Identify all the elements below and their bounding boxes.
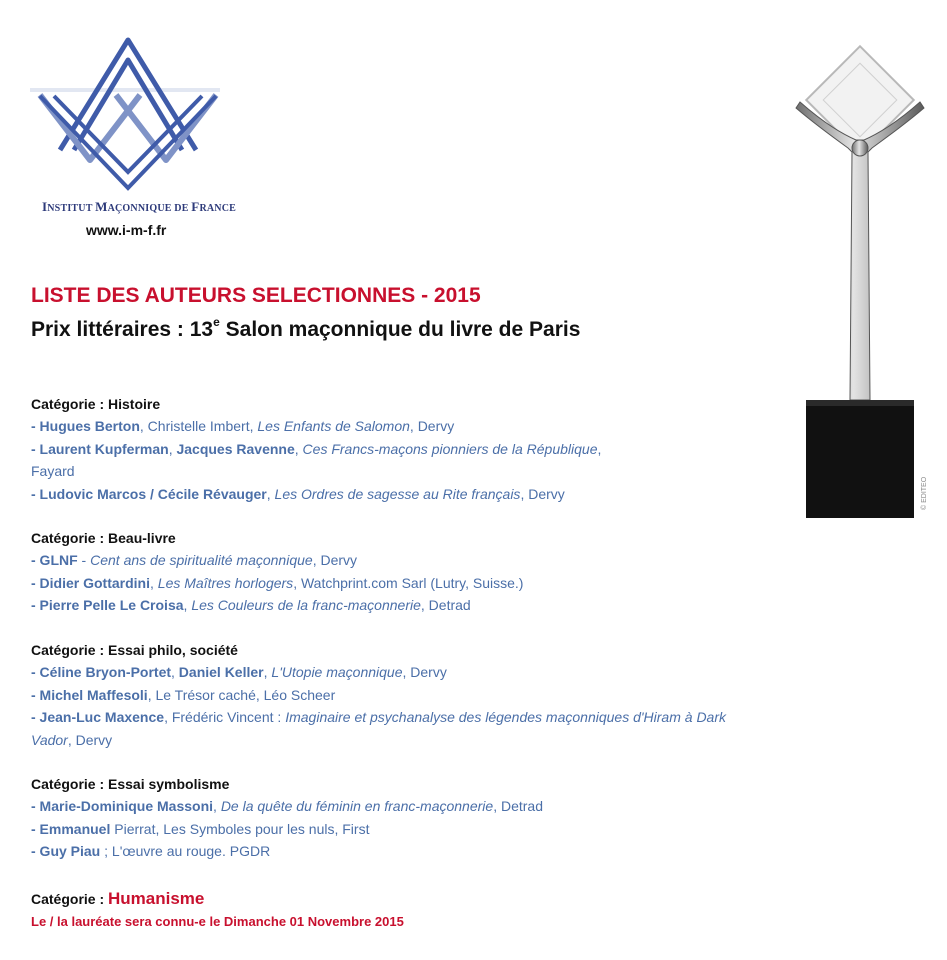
list-item: - Marie-Dominique Massoni, De la quête du féminin en franc-maçonnerie, Detrad bbox=[31, 798, 544, 814]
page-subtitle: Prix littéraires : 13e Salon maçonnique du livre de Paris bbox=[31, 315, 581, 341]
category-heading-humanisme: Catégorie : Humanisme bbox=[31, 889, 205, 908]
category-heading-histoire: Catégorie : Histoire bbox=[31, 396, 161, 412]
institut-maconnique-logo bbox=[30, 30, 270, 210]
list-item: - Emmanuel Pierrat, Les Symboles pour les nuls, First bbox=[31, 821, 370, 837]
page-title: LISTE DES AUTEURS SELECTIONNES - 2015 bbox=[31, 284, 481, 307]
category-heading-beau-livre: Catégorie : Beau-livre bbox=[31, 530, 176, 546]
list-item: - Guy Piau ; L'œuvre au rouge. PGDR bbox=[31, 843, 271, 859]
list-item-continuation: Vador, Dervy bbox=[31, 732, 113, 748]
logo-institution-name: INSTITUT MAÇONNIQUE DE FRANCE bbox=[42, 199, 237, 214]
website-url[interactable]: www.i-m-f.fr bbox=[86, 222, 167, 238]
list-item: - Ludovic Marcos / Cécile Révauger, Les Ordres de sagesse au Rite français, Dervy bbox=[31, 486, 565, 502]
list-item: - Céline Bryon-Portet, Daniel Keller, L'Utopie maçonnique, Dervy bbox=[31, 664, 447, 680]
category-heading-essai-philo: Catégorie : Essai philo, société bbox=[31, 642, 238, 658]
list-item: - Hugues Berton, Christelle Imbert, Les Enfants de Salomon, Dervy bbox=[31, 418, 455, 434]
trophy-image bbox=[790, 40, 930, 520]
category-heading-essai-symbolisme: Catégorie : Essai symbolisme bbox=[31, 776, 230, 792]
list-item: - Pierre Pelle Le Croisa, Les Couleurs de la franc-maçonnerie, Detrad bbox=[31, 597, 471, 613]
list-item-continuation: Fayard bbox=[31, 463, 75, 479]
trophy-caption: © EDITEO bbox=[921, 476, 928, 510]
list-item: - GLNF - Cent ans de spiritualité maçonnique, Dervy bbox=[31, 552, 358, 568]
announcement-note: Le / la lauréate sera connu-e le Dimanche 01 Novembre 2015 bbox=[31, 914, 404, 929]
list-item: - Michel Maffesoli, Le Trésor caché, Léo Scheer bbox=[31, 687, 336, 703]
list-item: - Laurent Kupferman, Jacques Ravenne, Ces Francs-maçons pionniers de la République, bbox=[31, 441, 602, 457]
list-item: - Jean-Luc Maxence, Frédéric Vincent : Imaginaire et psychanalyse des légendes maçonniques d'Hiram à Dark bbox=[31, 709, 726, 725]
list-item: - Didier Gottardini, Les Maîtres horlogers, Watchprint.com Sarl (Lutry, Suisse.) bbox=[31, 575, 524, 591]
